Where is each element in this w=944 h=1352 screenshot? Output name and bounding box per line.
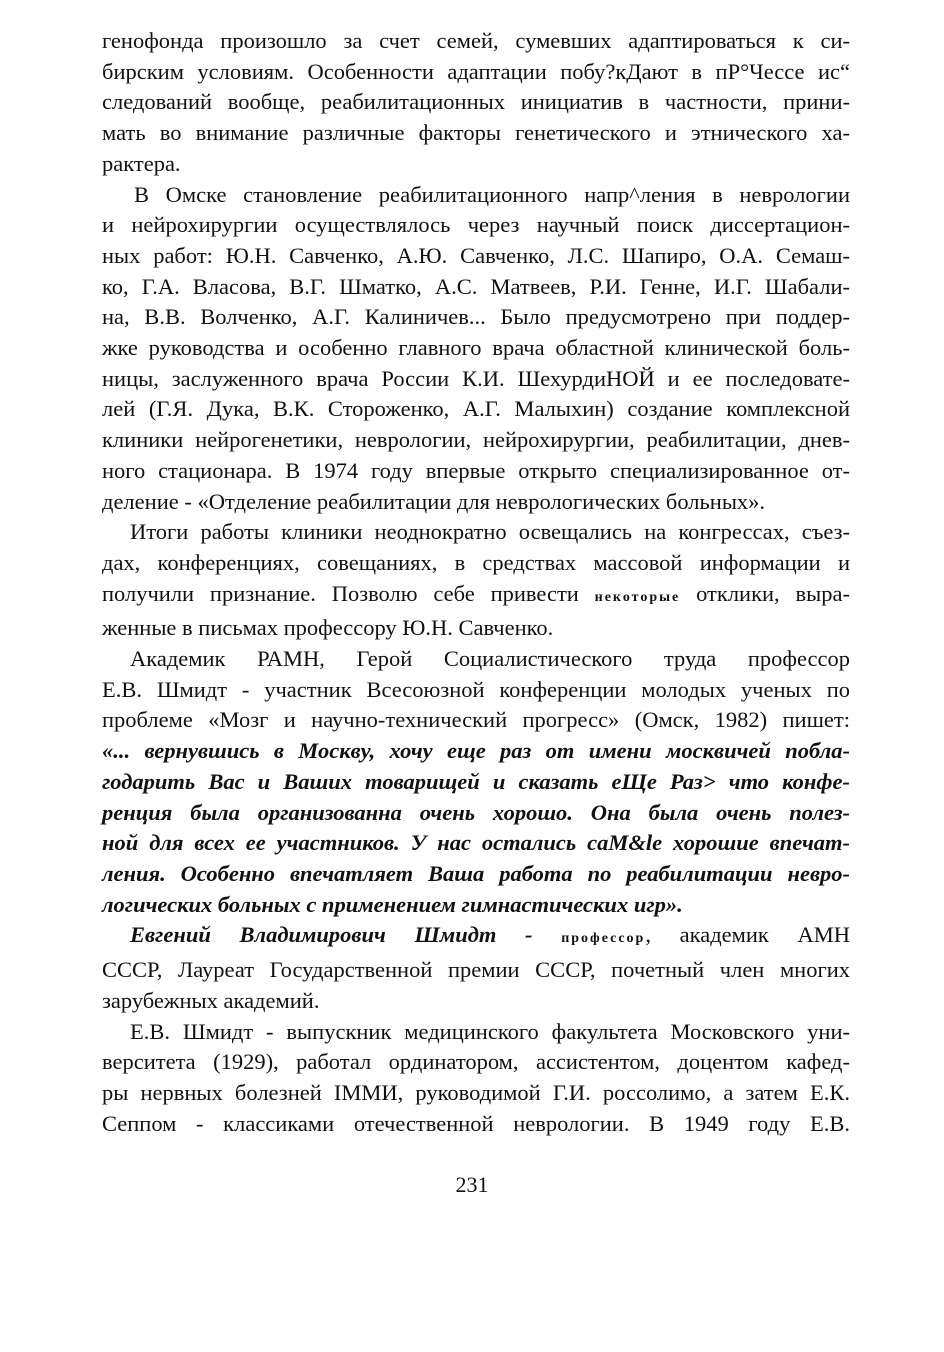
- page-number: 231: [455, 1172, 489, 1197]
- text-line: Итоги работы клиники неоднократно освещались на конгрессах, съез-: [130, 519, 850, 545]
- text-line: следований вообще, реабилитационных инициатив в частности, прини-: [102, 89, 850, 115]
- text-line: ко, Г.А. Власова, В.Г. Шматко, А.С. Матвеев, Р.И. Генне, И.Г. Шабали-: [102, 273, 850, 299]
- quote-line: ления. Особенно впечатляет Ваша работа по реабилитации невро-: [102, 860, 850, 886]
- quote-line: логических больных с применением гимнастических игр».: [102, 891, 683, 917]
- text-line: дах, конференциях, совещаниях, в средствах массовой информации и: [102, 549, 850, 575]
- text-line: Академик РАМН, Герой Социалистического труда профессор: [130, 646, 850, 672]
- text-line: генофонда произошло за счет семей, сумевших адаптироваться к си-: [102, 28, 850, 53]
- text-segment: отклики, выра-: [680, 580, 850, 606]
- text-line: ницы, заслуженного врача России К.И. ШехурдиНОЙ и ее последовате-: [102, 365, 850, 391]
- text-line: Сеппом - классиками отечественной неврологии. В 1949 году Е.В.: [102, 1110, 850, 1136]
- text-line: ры нервных болезней IММИ, руководимой Г.И. россолимо, а затем Е.К.: [102, 1079, 850, 1105]
- spaced-word: профессор: [561, 931, 646, 947]
- text-line: жке руководства и особенно главного врача областной клинической боль-: [102, 335, 850, 361]
- text-segment: получили признание. Позволю себе привести: [102, 580, 595, 606]
- text-line: рактера.: [102, 150, 181, 176]
- text-line: верситета (1929), работал ординатором, ассистентом, доцентом кафед-: [102, 1049, 850, 1075]
- quote-line: «... вернувшись в Москву, хочу еще раз от имени москвичей побла-: [102, 738, 850, 764]
- body-text: [102, 26, 850, 1139]
- quote-line: ренция была организованна очень хорошо. Она была очень полез-: [102, 799, 850, 825]
- text-line: деление - «Отделение реабилитации для неврологических больных».: [102, 488, 766, 514]
- text-line: бирским условиям. Особенности адаптации побу?кДают в пР°Чессе ис“: [102, 58, 850, 84]
- quote-line: годарить Вас и Ваших товарищей и сказать еЩе Раз> что конфе-: [102, 768, 850, 794]
- text-line: и нейрохирургии осуществлялось через научный поиск диссертацион-: [102, 212, 850, 238]
- text-line: мать во внимание различные факторы генетического и этнического ха-: [102, 120, 850, 146]
- text-line: [102, 920, 850, 955]
- person-name: Евгений Владимирович Шмидт -: [130, 922, 533, 948]
- text-line: ного стационара. В 1974 году впервые открыто специализированное от-: [102, 457, 850, 483]
- text-line: клиники нейрогенетики, неврологии, нейрохирургии, реабилитации, днев-: [102, 427, 850, 453]
- text-line: ных работ: Ю.Н. Савченко, А.Ю. Савченко, Л.С. Шапиро, О.А. Семаш-: [102, 242, 850, 268]
- text-line: [102, 579, 850, 614]
- text-line: женные в письмах профессору Ю.Н. Савченко.: [102, 615, 554, 641]
- quote-line: ной для всех ее участников. У нас остались caM&le хорошие впечат-: [102, 830, 850, 856]
- spaced-word: некоторые: [594, 589, 681, 605]
- text-line: на, В.В. Волченко, А.Г. Калиничев... Было предусмотрено при поддер-: [102, 304, 850, 330]
- text-segment: , академик АМН: [645, 922, 850, 948]
- text-line: лей (Г.Я. Дука, В.К. Стороженко, А.Г. Малыхин) создание комплексной: [102, 396, 850, 422]
- text-line: Е.В. Шмидт - участник Всесоюзной конференции молодых ученых по: [102, 676, 850, 702]
- text-line: зарубежных академий.: [102, 987, 320, 1013]
- text-line: проблеме «Мозг и научно-технический прогресс» (Омск, 1982) пишет:: [102, 707, 850, 733]
- text-line: В Омске становление реабилитационного напр^ления в неврологии: [134, 181, 850, 207]
- text-line: СССР, Лауреат Государственной премии СССР, почетный член многих: [102, 957, 850, 983]
- text-line: Е.В. Шмидт - выпускник медицинского факультета Московского уни-: [130, 1018, 850, 1044]
